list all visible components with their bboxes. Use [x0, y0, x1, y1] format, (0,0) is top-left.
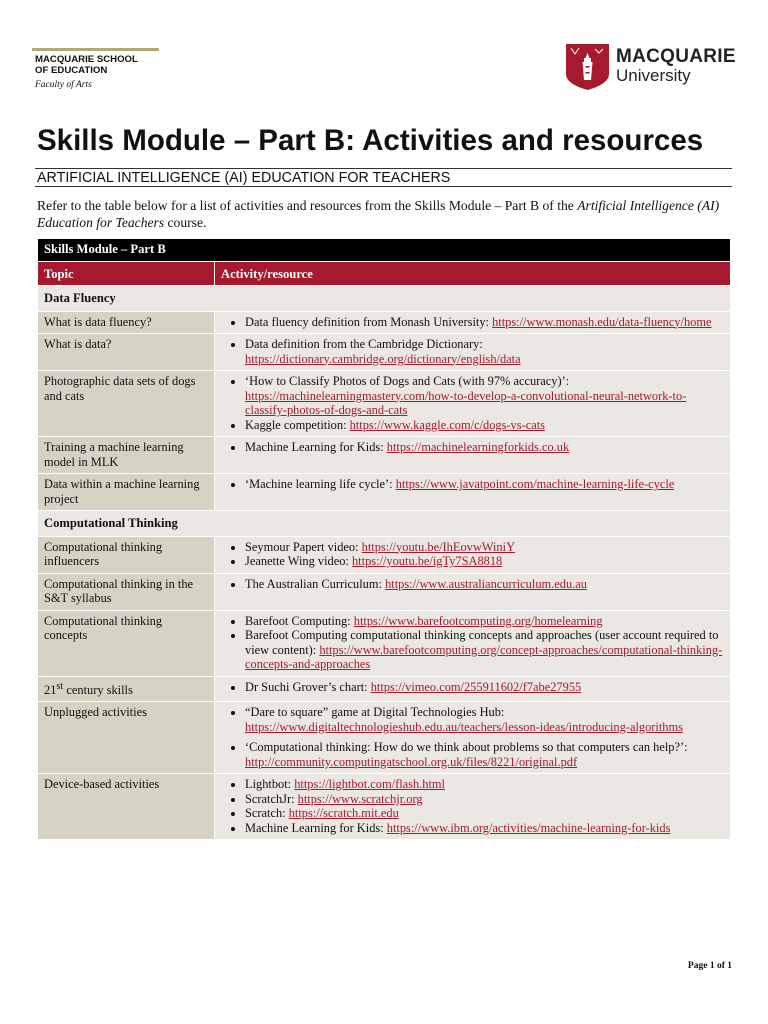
resource-list: [221, 705, 726, 769]
resource-link[interactable]: https://www.australiancurriculum.edu.au: [385, 576, 587, 591]
resource-item: [245, 554, 726, 569]
resource-list: [221, 577, 726, 592]
resource-item: [245, 440, 726, 455]
resource-item: [245, 315, 726, 330]
resource-list: [221, 540, 726, 569]
title-rule-top: [35, 168, 732, 169]
resource-item: [245, 740, 726, 769]
footer-page-total: 1: [727, 961, 732, 971]
topic-cell: [38, 371, 215, 437]
resource-link[interactable]: https://www.digitaltechnologieshub.edu.au/teachers/lesson-ideas/introducing-algorithms: [245, 719, 683, 734]
table-row: [38, 474, 731, 511]
topic-text: Device-based activities: [44, 777, 160, 792]
resource-item: [245, 374, 726, 418]
resource-cell: [215, 474, 731, 511]
resource-list: [221, 614, 726, 672]
topic-text: Training a machine learning model in MLK: [44, 440, 184, 469]
topic-text: What is data fluency?: [44, 314, 152, 329]
resources-table: [37, 238, 731, 840]
section-heading: Data Fluency: [38, 286, 731, 312]
logo-subtitle: University: [616, 66, 691, 85]
table-row: [38, 702, 731, 774]
topic-cell: [38, 573, 215, 610]
topic-text: century skills: [63, 682, 133, 697]
resource-description: Data definition from the Cambridge Dictionary:: [245, 337, 483, 351]
resource-link[interactable]: https://dictionary.cambridge.org/dictionary/english/data: [245, 351, 521, 366]
resource-link[interactable]: https://youtu.be/igTy7SA8818: [351, 554, 503, 568]
topic-text: Computational thinking concepts: [44, 613, 163, 642]
footer-of-word: of: [716, 961, 725, 971]
topic-cell: [38, 474, 215, 511]
resource-item: [245, 577, 726, 592]
resource-description: Barefoot Computing computational thinking concepts and approaches (user account required to view content):: [245, 628, 719, 657]
table-row: [38, 774, 731, 840]
resource-item: [245, 337, 726, 366]
course-subtitle: ARTIFICIAL INTELLIGENCE (AI) EDUCATION FOR TEACHERS: [37, 170, 451, 186]
resource-list: [221, 440, 726, 455]
resource-description: Kaggle competition:: [245, 417, 350, 432]
resource-description: Data fluency definition from Monash University:: [245, 314, 493, 329]
resource-link[interactable]: https://www.monash.edu/data-fluency/home: [492, 314, 712, 329]
resource-cell: [215, 437, 731, 474]
resource-description: Scratch:: [245, 806, 289, 821]
resource-cell: [215, 676, 731, 702]
lighthouse-shield-icon: [566, 44, 609, 90]
resource-description: Machine Learning for Kids:: [245, 820, 387, 835]
resource-item: [245, 540, 726, 555]
title-rule-bottom: [35, 186, 732, 187]
topic-text: Unplugged activities: [44, 705, 147, 720]
resource-description: ‘Machine learning life cycle’:: [245, 477, 396, 491]
resource-item: [245, 680, 726, 695]
section-row: [38, 286, 731, 312]
column-header-topic: Topic: [38, 261, 215, 286]
header-accent-bar: [32, 48, 159, 51]
resource-link[interactable]: https://www.javatpoint.com/machine-learning-life-cycle: [395, 477, 675, 491]
resource-link[interactable]: https://www.kaggle.com/c/dogs-vs-cats: [349, 417, 545, 432]
resource-list: [221, 680, 726, 695]
table-caption: Skills Module – Part B: [38, 239, 731, 262]
table-row: [38, 334, 731, 371]
resource-cell: [215, 573, 731, 610]
resource-cell: [215, 774, 731, 840]
topic-cell: [38, 702, 215, 774]
table-body: [38, 286, 731, 840]
school-name: [35, 55, 138, 76]
table-row: [38, 437, 731, 474]
faculty-name: Faculty of Arts: [35, 80, 92, 90]
resource-list: [221, 315, 726, 330]
resource-description: Dr Suchi Grover’s chart:: [245, 679, 371, 694]
resource-list: [221, 337, 726, 366]
intro-text-end: course.: [164, 215, 207, 230]
topic-text: Photographic data sets of dogs and cats: [44, 374, 196, 403]
topic-cell: [38, 774, 215, 840]
resource-item: [245, 477, 726, 492]
resource-cell: [215, 334, 731, 371]
topic-text: What is data?: [44, 337, 112, 351]
table-row: [38, 311, 731, 334]
resource-item: [245, 705, 726, 734]
table-row: [38, 676, 731, 702]
resource-list: [221, 374, 726, 432]
resource-item: [245, 418, 726, 433]
resource-description: Barefoot Computing:: [245, 613, 354, 628]
topic-number: 21: [44, 682, 57, 697]
resource-cell: [215, 311, 731, 334]
page-footer: [688, 961, 732, 971]
resource-cell: [215, 371, 731, 437]
topic-cell: [38, 334, 215, 371]
topic-cell: [38, 536, 215, 573]
intro-paragraph: [37, 197, 727, 231]
column-header-resource: Activity/resource: [215, 261, 731, 286]
resource-list: [221, 477, 726, 492]
resource-link[interactable]: https://www.scratchjr.org: [297, 791, 423, 806]
section-heading: Computational Thinking: [38, 511, 731, 537]
topic-ordinal: st: [56, 680, 64, 692]
topic-cell: [38, 437, 215, 474]
resource-cell: [215, 702, 731, 774]
school-name-line1: MACQUARIE SCHOOL: [35, 54, 138, 65]
resource-item: [245, 806, 726, 821]
resource-description: Machine Learning for Kids:: [245, 440, 387, 454]
resource-link[interactable]: https://scratch.mit.edu: [288, 806, 399, 821]
resource-link[interactable]: http://community.computingatschool.org.uk/files/8221/original.pdf: [245, 754, 578, 769]
resource-item: [245, 792, 726, 807]
resource-link[interactable]: https://vimeo.com/255911602/f7abe27955: [370, 679, 582, 694]
resource-list: [221, 777, 726, 835]
footer-page-word: Page: [687, 961, 708, 971]
resource-link[interactable]: https://www.barefootcomputing.org/homelearning: [353, 613, 603, 628]
intro-course-name: Artificial Intelligence (AI) Education for Teachers: [37, 198, 720, 230]
resource-description: ‘Computational thinking: How do we think about problems so that computers can help?’:: [245, 740, 688, 755]
section-row: [38, 511, 731, 537]
topic-cell: [38, 311, 215, 334]
resource-description: ‘How to Classify Photos of Dogs and Cats (with 97% accuracy)’:: [245, 374, 570, 388]
resource-cell: [215, 610, 731, 676]
resource-description: “Dare to square” game at Digital Technologies Hub:: [245, 705, 505, 720]
resource-link[interactable]: https://lightbot.com/flash.html: [294, 777, 445, 792]
resource-link[interactable]: https://www.barefootcomputing.org/concept-approaches/computational-thinking-concepts-and-approaches: [245, 642, 723, 671]
resource-description: Lightbot:: [245, 777, 295, 792]
topic-text: Data within a machine learning project: [44, 477, 200, 506]
resource-item: [245, 777, 726, 792]
resource-description: Jeanette Wing video:: [245, 554, 352, 568]
resource-item: [245, 628, 726, 672]
table-row: [38, 610, 731, 676]
intro-text: Refer to the table below for a list of activities and resources from the Skills Module – Part B of the: [37, 198, 578, 213]
resource-description: Seymour Papert video:: [245, 539, 362, 554]
footer-page-number: 1: [709, 961, 715, 971]
topic-text: Computational thinking in the S&T syllabus: [44, 576, 194, 605]
topic-cell: [38, 676, 215, 702]
resource-description: The Australian Curriculum:: [245, 576, 386, 591]
university-logo: [566, 44, 736, 90]
page-title: Skills Module – Part B: Activities and resources: [37, 124, 704, 157]
table-row: [38, 536, 731, 573]
resource-link[interactable]: https://www.ibm.org/activities/machine-learning-for-kids: [386, 820, 671, 835]
resource-link[interactable]: https://youtu.be/IhEovwWiniY: [361, 539, 516, 554]
resource-item: [245, 614, 726, 629]
table-row: [38, 371, 731, 437]
table-row: [38, 573, 731, 610]
logo-wordmark: MACQUARIE: [616, 46, 736, 67]
resource-link[interactable]: https://machinelearningforkids.co.uk: [386, 440, 570, 454]
resource-description: ScratchJr:: [245, 791, 298, 806]
resource-item: [245, 821, 726, 836]
school-name-line2: OF EDUCATION: [35, 64, 108, 76]
resource-cell: [215, 536, 731, 573]
resource-link[interactable]: https://machinelearningmastery.com/how-to-develop-a-convolutional-neural-network-to-classify-photos-of-dogs-and-cats: [245, 388, 687, 417]
topic-text: Computational thinking influencers: [44, 539, 163, 568]
topic-cell: [38, 610, 215, 676]
